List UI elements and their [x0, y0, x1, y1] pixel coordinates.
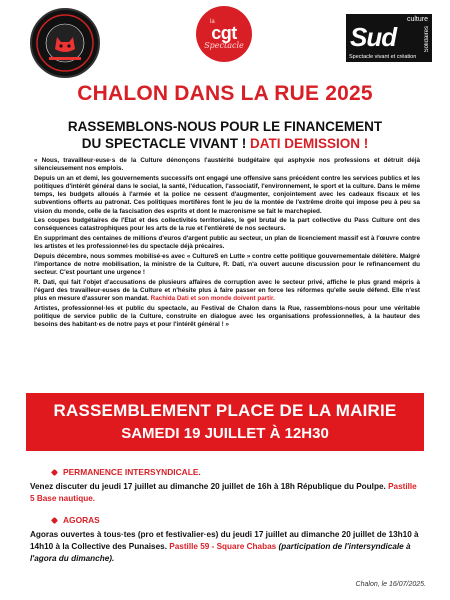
agoras-section: [30, 514, 422, 565]
subtitle-line-2: [0, 135, 450, 152]
body-paragraph: Depuis un an et demi, les gouvernements successifs ont engagé une offensive sans précédent contre les services publics et les politiques d'intérêt général dans le social, la santé, l'éducation, l'associatif, l'environnement, le sport et la culture. Dans le même temps, les budgets alloués à l'armée et la police ne cessent d'augmenter, conjointement avec les cadeaux fiscaux et les subventions offerts au patronat. Ces politiques mortifères font le jeu de la montée de l'extrême droite qui impose peu à peu sa vision du monde, celle de la fascisation des esprits et dont le macronisme se fait le marchepied.: [34, 174, 420, 215]
permanence-heading: [52, 466, 422, 478]
permanence-heading-text: PERMANENCE INTERSYNDICALE.: [63, 467, 201, 477]
permanence-text-black: Venez discuter du jeudi 17 juillet au dimanche 20 juillet de 16h à 18h République du Poulpe.: [30, 482, 389, 491]
agoras-text: [30, 529, 422, 565]
page-subtitle: [0, 118, 450, 152]
cgt-logo: [196, 6, 252, 62]
union-logo-left: [30, 8, 100, 78]
sud-solidaires-text: Solidaires: [424, 26, 430, 53]
body-paragraph: « Nous, travailleur·euse·s de la Culture dénonçons l'austérité budgétaire qui asphyxie nos professions et détruit déjà silencieusement nos emplois.: [34, 157, 420, 173]
body-paragraph: En supprimant des centaines de millions d'euros d'argent public au secteur, un plan de licenciement massif est à l'œuvre contre les artistes et les professionnel·les du spectacle déjà précaires.: [34, 235, 420, 251]
sud-text: Sud: [350, 22, 397, 52]
subtitle-line-2-red: DATI DEMISSION !: [250, 136, 369, 151]
body-paragraph-highlight: Rachida Dati et son monde doivent partir.: [150, 295, 275, 303]
cgt-text: cgt: [211, 22, 237, 43]
body-paragraph: Artistes, professionnel·les et public du spectacle, au Festival de Chalon dans la Rue, rassemblons-nous pour une véritable politique de service public de la Culture, construite en dialogue avec les organisations professionnelles, à la hauteur des besoins des habitant·es de notre pays et pour l'intérêt général ! »: [34, 304, 420, 329]
page-title: CHALON DANS LA RUE 2025: [77, 82, 373, 105]
body-paragraph: Depuis décembre, nous sommes mobilisé·es avec « CultureS en Lutte » contre cette politique gouvernementale délétère. Malgré l'importance de notre mobilisation, la ministre de la Culture, R. Dati, n'a ouvert aucune discussion pour le refinancement du secteur. C'est pourtant une urgence !: [34, 252, 420, 277]
sud-logo: [346, 14, 432, 62]
agoras-text-italic: (participation de l'intersyndicale à l'agora du dimanche).: [30, 542, 411, 563]
permanence-section: [30, 466, 422, 505]
agoras-heading: [52, 514, 422, 526]
body-paragraph: Les coupes budgétaires de l'Etat et des collectivités territoriales, le gel brutal de la part collective du Pass Culture ont des conséquences catastrophiques pour les arts de la rue et l'entièreté de nos secteurs.: [34, 217, 420, 233]
agoras-text-red: Pastille 59 - Square Chabas: [169, 542, 277, 551]
rally-location: RASSEMBLEMENT PLACE DE LA MAIRIE: [53, 401, 397, 420]
cat-emblem-icon: [35, 13, 95, 73]
permanence-text: [30, 481, 422, 505]
body-paragraph: [34, 279, 420, 304]
agoras-text-black: Agoras ouvertes à tous·tes (pro et festivalier·es) du jeudi 17 juillet au dimanche 20 juillet de 13h10 à 14h10 à la Collective des Punaises.: [30, 530, 419, 551]
bullet-icon: [51, 468, 58, 475]
body-paragraph-text: R. Dati, qui fait l'objet d'accusations de plusieurs affaires de corruption avec le secteur privé, affiche le plus grand mépris à l'égard des travailleur·euses de la Culture et n'hésite plus à faire passer en force les réformes qu'elle seule défend. Elle n'est plus en mesure d'assurer son mandat.: [34, 278, 420, 303]
sud-culture-text: culture: [406, 16, 428, 23]
agoras-heading-text: AGORAS: [63, 515, 100, 525]
bullet-icon: [51, 516, 58, 523]
signoff-date: Chalon, le 16/07/2025.: [355, 581, 426, 588]
cgt-la-text: la: [210, 18, 215, 25]
statement-body: [34, 157, 420, 331]
permanence-text-red: Pastille 5 Base nautique.: [30, 482, 417, 503]
rally-banner: [26, 393, 424, 451]
cgt-spectacle-text: Spectacle: [204, 40, 244, 50]
rally-datetime: SAMEDI 19 JUILLET À 12H30: [121, 425, 329, 442]
subtitle-line-1: RASSEMBLONS-NOUS POUR LE FINANCEMENT: [67, 119, 383, 134]
subtitle-line-2-black: DU SPECTACLE VIVANT !: [81, 136, 250, 151]
sud-subtitle-text: Spectacle vivant et création: [349, 54, 417, 60]
